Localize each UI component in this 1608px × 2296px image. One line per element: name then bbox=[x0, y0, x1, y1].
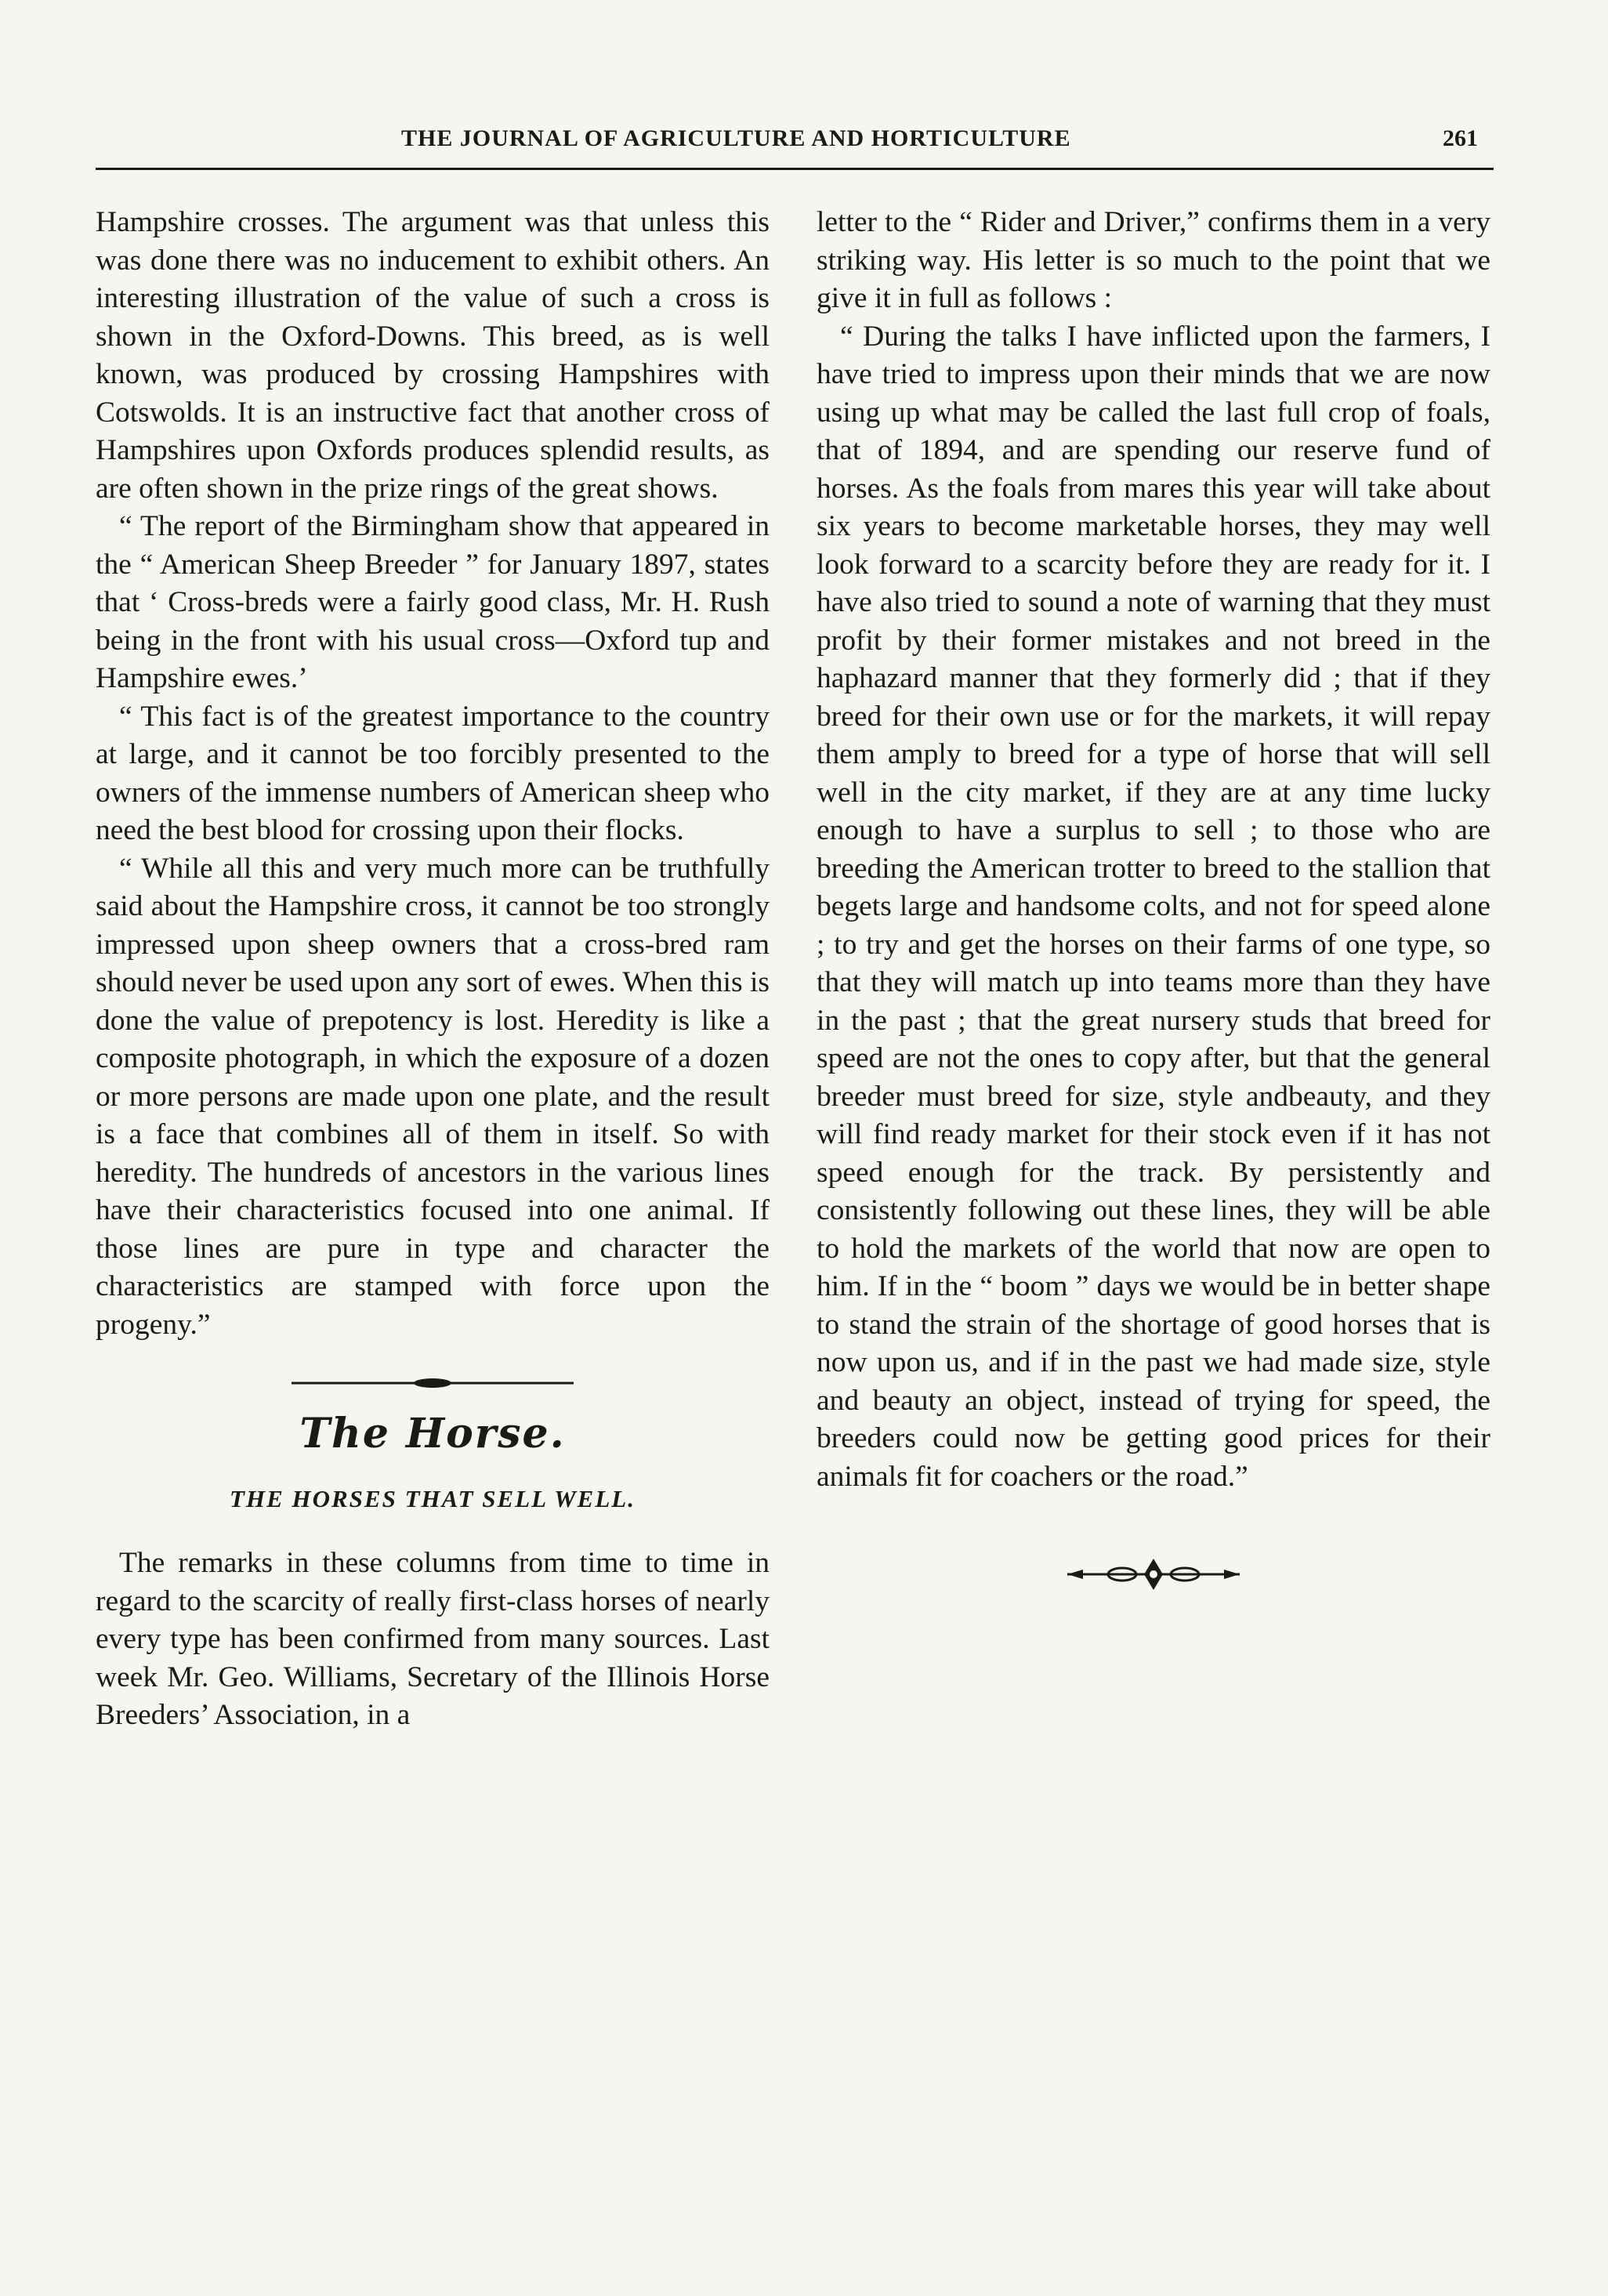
left-column bbox=[96, 204, 770, 1735]
article-title: THE HORSES THAT SELL WELL. bbox=[230, 1485, 636, 1512]
paragraph-continuation: Hampshire crosses. The argument was that unless this was done there was no inducement to exhibit others. An interesting illustration of the value of such a cross is shown in the Oxford-Downs. This breed, as is well known, was produced by crossing Hampshires with Cotswolds. It is an instructive fact that another cross of Hampshires upon Oxfords produces splendid results, as are often shown in the prize rings of the great shows. bbox=[96, 206, 770, 505]
paragraph-article-intro: The remarks in these columns from time to time in regard to the scarcity of really first-class horses of nearly every type has been confirmed from many sources. Last week Mr. Geo. Williams, Secretary of the Illinois Horse Breeders’ Association, in a bbox=[96, 1547, 770, 1731]
paragraph-heredity: “ While all this and very much more can be truthfully said about the Hampshire cross, it cannot be too strongly impressed upon sheep owners that a cross-bred ram should never be used upon any sort of ewes. When this is done the value of prepotency is lost. Heredity is like a composite photograph, in which the exposure of a dozen or more persons are made upon one plate, and the result is a face that combines all of them in itself. So with heredity. The hundreds of ancestors in the various lines have their characteristics focused into one animal. If those lines are pure in type and character the characteristics are stamped with force upon the progeny.” bbox=[96, 852, 770, 1341]
paragraph-greatest-importance: “ This fact is of the greatest importance to the country at large, and it cannot be too forcibly presented to the owners of the immense numbers of American sheep who need the best blood for crossing upon their flocks. bbox=[96, 700, 770, 846]
right-column bbox=[817, 204, 1490, 1598]
section-title: The Horse. bbox=[299, 1410, 566, 1458]
running-head: THE JOURNAL OF AGRICULTURE AND HORTICULTURE bbox=[401, 125, 1071, 151]
end-ornament-icon bbox=[817, 1551, 1490, 1598]
paragraph-birmingham-report: “ The report of the Birmingham show that appeared in the “ American Sheep Breeder ” for January 1897, states that ‘ Cross-breds were a fairly good class, Mr. H. Rush being in the front with his usual cross—Oxford tup and Hampshire ewes.’ bbox=[96, 510, 770, 694]
page-header bbox=[96, 118, 1494, 170]
section-divider-ornament bbox=[96, 1367, 770, 1399]
paragraph-letter-intro: letter to the “ Rider and Driver,” confirms them in a very striking way. His letter is so much to the point that we give it in full as follows : bbox=[817, 206, 1490, 314]
paragraph-letter-body: “ During the talks I have inflicted upon the farmers, I have tried to impress upon their minds that we are now using up what may be called the last full crop of foals, that of 1894, and are spending our reserve fund of horses. As the foals from mares this year will take about six years to become marketable horses, they may well look forward to a scarcity before they are ready for it. I have also tried to sound a note of warning that they must profit by their former mistakes and not breed in the haphazard manner that they formerly did ; that if they breed for their own use or for the markets, it will repay them amply to breed for a type of horse that will sell well in the city market, if they are at any time lucky enough to have a surplus to sell ; to those who are breeding the American trotter to breed to the stallion that begets large and handsome colts, and not for speed alone ; to try and get the horses on their farms of one type, so that they will match up into teams more than they have in the past ; that the great nursery studs that breed for speed are not the ones to copy after, but that the general breeder must breed for size, style andbeauty, and they will find ready market for their stock even if it has not speed enough for the track. By persistently and consistently following out these lines, they will be able to hold the markets of the world that now are open to him. If in the “ boom ” days we would be in better shape to stand the strain of the shortage of good horses that is now upon us, and if in the past we had made size, style and beauty an object, instead of trying for speed, the breeders could now be getting good prices for their animals fit for coachers or the road.” bbox=[817, 320, 1490, 1493]
journal-page bbox=[96, 118, 1494, 2233]
page-number: 261 bbox=[1443, 125, 1478, 151]
